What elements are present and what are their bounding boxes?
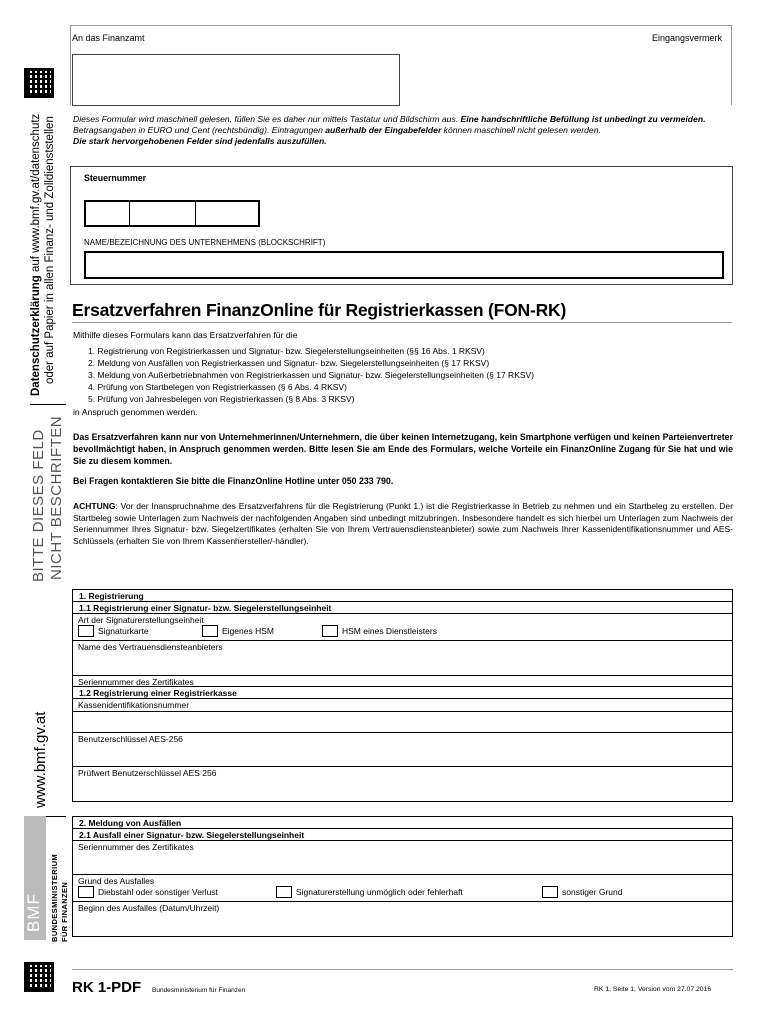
option-label: sonstiger Grund — [562, 887, 623, 897]
field-label: Benutzerschlüssel AES-256 — [78, 734, 183, 744]
header-frame-right — [731, 25, 732, 105]
procedure-list — [88, 345, 534, 405]
tax-office-address-field[interactable] — [72, 54, 400, 106]
section-failure-report — [72, 816, 733, 937]
bmf-logo-text: BMF — [24, 893, 43, 932]
header-frame-top — [70, 25, 732, 26]
signature-unit-type-label: Art der Signaturerstellungseinheit — [78, 615, 204, 625]
option-label: Eigenes HSM — [222, 626, 274, 636]
aes-check-value-field[interactable] — [73, 767, 732, 801]
form-id: RK 1-PDF — [72, 979, 142, 996]
option-label: Signaturkarte — [98, 626, 149, 636]
privacy-notice-line2: oder auf Papier in allen Finanz- und Zolldienststellen — [44, 116, 56, 384]
failure-reason-row — [73, 875, 732, 902]
checkbox-other-reason[interactable] — [542, 886, 558, 898]
receipt-stamp-label: Eingangsvermerk — [652, 33, 723, 43]
section-2-heading: 2. Meldung von Ausfällen — [73, 817, 732, 829]
do-not-write-hint-line1: BITTE DIESES FELD — [30, 429, 47, 582]
list-item: 3. Meldung von Außerbetriebnahmen von Registrierkassen und Signatur- bzw. Siegelerstellungseinheiten (§ 17 RKSV) — [88, 370, 535, 380]
eligibility-notice: Das Ersatzverfahren kann nur von Unternehmerinnen/Unternehmern, die über keinen Internetzugang, kein Smartphone verfügen und keinen Parteienvertreter bevollmächtigt haben, in Anspruch genommen werden. Bitte lesen Sie am Ende des Formulars, welche Vorteile ein FinanzOnline Zugang für Sie hat und wie Sie zu diesem kommen. — [73, 432, 733, 466]
tax-number-segment-1[interactable] — [86, 202, 130, 225]
company-name-label: NAME/BEZEICHNUNG DES UNTERNEHMENS (BLOCKSCHRIFT) — [84, 238, 326, 247]
title-divider — [72, 322, 732, 323]
recipient-label: An das Finanzamt — [72, 33, 145, 43]
checkbox-signature-failure[interactable] — [276, 886, 292, 898]
field-label: Prüfwert Benutzerschlüssel AES 256 — [78, 768, 217, 778]
barcode-bottom — [24, 962, 54, 992]
option-label: Diebstahl oder sonstiger Verlust — [98, 887, 219, 897]
footer-divider — [72, 969, 733, 970]
failure-start-field[interactable] — [73, 902, 732, 936]
trust-provider-field[interactable] — [73, 641, 732, 676]
margin-divider — [30, 404, 66, 405]
field-label: Name des Vertrauensdiensteanbieters — [78, 642, 223, 652]
cash-register-id-field[interactable] — [73, 699, 732, 733]
company-name-field[interactable] — [84, 251, 724, 279]
after-list-text: in Anspruch genommen werden. — [73, 407, 198, 417]
list-item: 2. Meldung von Ausfällen von Registrierkassen und Signatur- bzw. Siegelerstellungseinheiten (§ 17 RKSV) — [88, 358, 490, 368]
privacy-notice-line1: Datenschutzerklärung auf www.bmf.gv.at/datenschutz — [30, 113, 42, 396]
section-cash-register — [72, 686, 733, 802]
footer-ministry: Bundesministerium für Finanzen — [152, 987, 246, 994]
section-1-1-heading: 1.1 Registrierung einer Signatur- bzw. Siegelerstellungseinheit — [73, 602, 732, 614]
checkbox-own-hsm[interactable] — [202, 625, 218, 637]
tax-number-segment-2[interactable] — [130, 202, 196, 225]
do-not-write-hint-line2: NICHT BESCHRIFTEN — [48, 415, 65, 580]
option-label: Signaturerstellung unmöglich oder fehlerhaft — [296, 887, 463, 897]
list-item: 1. Registrierung von Registrierkassen und Signatur- bzw. Siegelerstellungseinheiten (§§ 16 Abs. 1 RKSV) — [88, 346, 485, 356]
field-label: Seriennummer des Zertifikates — [78, 842, 194, 852]
failure-reason-label: Grund des Ausfalles — [78, 876, 155, 886]
section-1-heading: 1. Registrierung — [73, 590, 732, 602]
ministry-name-line2: FÜR FINANZEN — [60, 881, 69, 942]
tax-number-field[interactable] — [84, 200, 260, 227]
website-label: www.bmf.gv.at — [32, 711, 49, 808]
field-label: Seriennummer des Zertifikates — [78, 677, 194, 687]
option-label: HSM eines Dienstleisters — [342, 626, 437, 636]
failure-certificate-serial-field[interactable] — [73, 841, 732, 875]
ministry-name-line1: BUNDESMINISTERIUM — [50, 853, 59, 942]
list-item: 4. Prüfung von Startbelegen von Registrierkassen (§ 6 Abs. 4 RKSV) — [88, 382, 347, 392]
intro-notice: Dieses Formular wird maschinell gelesen, füllen Sie es daher nur mittels Tastatur und Bildschirm aus. Eine handschriftliche Befüllung ist unbedingt zu vermeiden. Betragsangaben in EURO und Cent (rechtsbündig). Eintragungen außerhalb der Eingabefelder können maschinell nicht gelesen werden. Die stark hervorgehobenen Felder sind jedenfalls auszufüllen. — [73, 114, 706, 146]
checkbox-provider-hsm[interactable] — [322, 625, 338, 637]
tax-number-segment-3[interactable] — [196, 202, 258, 225]
header-frame-left — [70, 25, 71, 105]
barcode-top — [24, 68, 54, 98]
list-item: 5. Prüfung von Jahresbelegen von Registrierkassen (§ 8 Abs. 3 RKSV) — [88, 394, 355, 404]
warning-notice: ACHTUNG: Vor der Inanspruchnahme des Ersatzverfahrens für die Registrierung (Punkt 1.) ist die Registrierkasse in Betrieb zu nehmen und ein Startbeleg zu erstellen. Der Startbeleg sowie Unterlagen zum Nachweis der nachfolgenden Angaben sind unbedingt mitzubringen. Insbesondere handelt es sich hierbei um Unterlagen zum Nachweis der Seriennummer Ihres Signatur- bzw. Siegelzertifikates (erhalten Sie von Ihrem Vertrauensdiensteanbieter) sowie zum Nachweis Ihrer Kassenidentifikationsnummer und AES-Schlüssels (erhalten Sie von Ihrem Kassenhersteller/-händler). — [73, 501, 733, 546]
form-title: Ersatzverfahren FinanzOnline für Registrierkassen (FON-RK) — [72, 300, 567, 320]
checkbox-theft-loss[interactable] — [78, 886, 94, 898]
aes-key-field[interactable] — [73, 733, 732, 767]
signature-unit-type-row — [73, 614, 732, 641]
hotline-notice: Bei Fragen kontaktieren Sie bitte die FinanzOnline Hotline unter 050 233 790. — [73, 476, 394, 486]
lead-text: Mithilfe dieses Formulars kann das Ersatzverfahren für die — [73, 330, 298, 340]
tax-number-label: Steuernummer — [84, 173, 147, 183]
checkbox-signature-card[interactable] — [78, 625, 94, 637]
page-info: RK 1, Seite 1, Version vom 27.07.2016 — [594, 986, 712, 993]
field-label: Beginn des Ausfalles (Datum/Uhrzeit) — [78, 903, 220, 913]
field-label: Kassenidentifikationsnummer — [78, 700, 190, 710]
section-2-1-heading: 2.1 Ausfall einer Signatur- bzw. Siegelerstellungseinheit — [73, 829, 732, 841]
section-1-2-heading: 1.2 Registrierung einer Registrierkasse — [73, 687, 732, 699]
